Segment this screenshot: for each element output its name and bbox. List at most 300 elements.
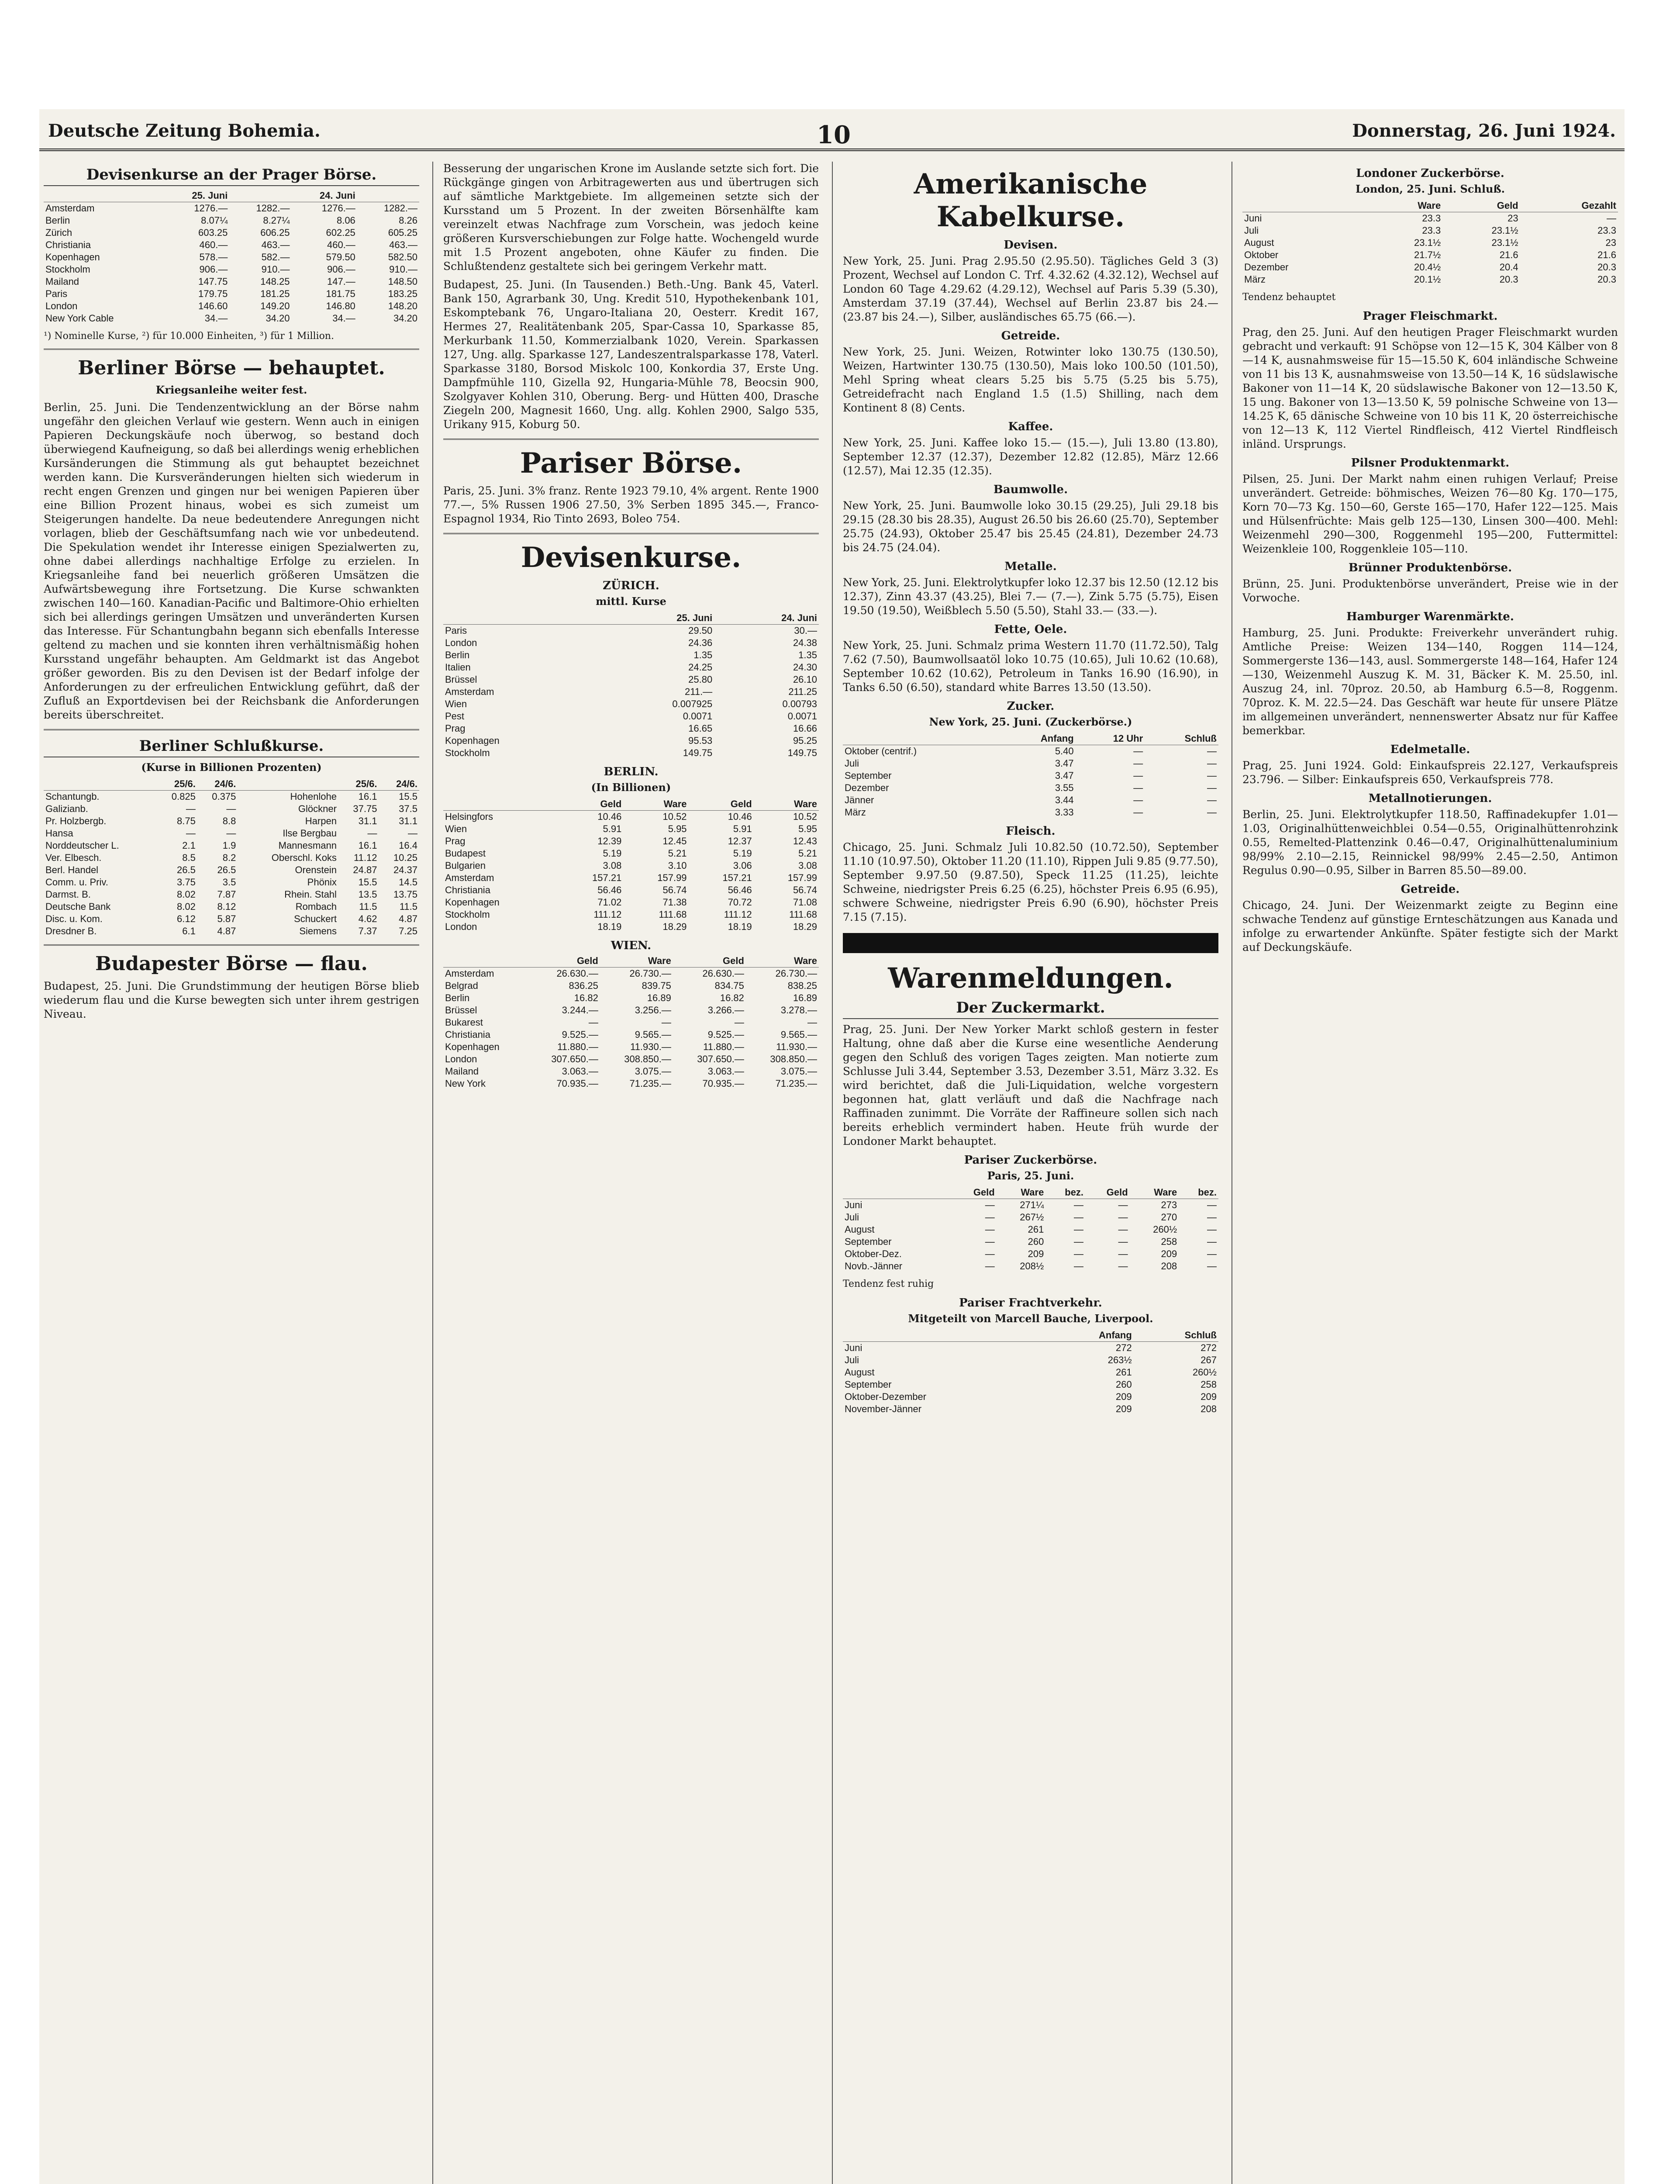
london-tendenz: Tendenz behauptet: [1242, 292, 1336, 303]
row-value: Rhein. Stahl: [284, 889, 337, 900]
row-value: 37.75: [353, 803, 377, 814]
berlin-label: BERLIN.: [604, 765, 659, 778]
row-value: 578.—: [199, 252, 228, 263]
row-value: 13.75: [393, 889, 417, 900]
row-value: Oberschl. Koks: [271, 852, 337, 863]
row-value: 5.95: [668, 823, 687, 834]
table-row: [44, 276, 419, 288]
row-value: 24.37: [393, 864, 417, 875]
table-header: 24. Juni: [714, 612, 819, 625]
table-row: [44, 202, 419, 215]
table-header: [1242, 200, 1365, 212]
table-row: [843, 782, 1218, 794]
table-header: [229, 190, 291, 202]
row-value: 34.—: [204, 313, 228, 324]
table-row: [44, 300, 419, 312]
row-value: 3.75: [177, 877, 196, 888]
row-label: Amsterdam: [445, 968, 494, 979]
hamburg-heading: Hamburger Warenmärkte.: [1346, 610, 1514, 623]
row-value: 147.75: [198, 276, 228, 287]
london-zucker-heading: Londoner Zuckerbörse.: [1356, 167, 1504, 180]
fleisch-label: Fleisch.: [1006, 825, 1056, 838]
row-value: 11.880.—: [703, 1041, 744, 1052]
row-value: —: [1207, 1236, 1217, 1247]
row-value: 582.50: [388, 252, 417, 263]
table-header: 25. Juni: [164, 190, 229, 202]
row-label: August: [845, 1224, 875, 1235]
table-row: [843, 1248, 1218, 1260]
table-row: [843, 1236, 1218, 1248]
row-value: 258: [1200, 1379, 1217, 1390]
table-row: [443, 896, 819, 909]
row-value: 906.—: [327, 264, 355, 275]
row-value: 839.75: [642, 980, 671, 991]
row-value: 272: [1116, 1342, 1132, 1353]
table-row: [443, 625, 819, 637]
row-value: 21.7½: [1414, 249, 1441, 260]
edelmetalle-text: Prag, 25. Juni 1924. Gold: Einkaufspreis 22.127, Verkaufspreis 23.796. — Silber: Einkaufspreis 650, Verkaufspreis 778.: [1242, 759, 1618, 786]
pariser-boerse-heading: Pariser Börse.: [520, 447, 742, 480]
row-value: 10.52: [793, 811, 817, 822]
row-value: 209: [1161, 1248, 1177, 1259]
row-label: Bukarest: [445, 1017, 483, 1028]
row-value: 11.5: [399, 901, 417, 912]
row-value: 70.72: [728, 897, 752, 908]
row-value: 15.5: [358, 877, 377, 888]
table-row: [443, 710, 819, 722]
zucker-label: Zucker.: [1007, 700, 1055, 713]
table-body: [443, 625, 819, 760]
table-row: [44, 815, 419, 827]
row-value: 149.75: [683, 747, 713, 758]
table-row: [44, 312, 419, 325]
row-value: —: [1074, 1199, 1084, 1210]
row-value: 0.007925: [672, 698, 713, 709]
row-value: 157.99: [657, 872, 687, 883]
berlin-schluss-table: [44, 778, 419, 937]
row-value: 10.52: [662, 811, 687, 822]
table-row: [843, 806, 1218, 819]
london-zucker-table: [1242, 200, 1618, 286]
masthead-date: Donnerstag, 26. Juni 1924.: [1352, 121, 1616, 141]
row-value: 56.46: [728, 885, 752, 895]
fleischmarkt-text: Prag, den 25. Juni. Auf den heutigen Prager Fleischmarkt wurden gebracht und verkauft: 91 Schöpse von 12—15 K, 304 Kälber von 8—14 K, ausnahmsweise für 15—15.50 K, 604 inländische Schweine von 11 bis 13 K, ausnahmsweise von 13.50—14 K, 16 südslawische Bakoner von 11—14 K, 20 südslawische Bakoner von 12—13.50 K, 15 ung. Bakoner von 13—13.50 K, 59 polnische Schweine von 13—14.25 K, 65 dänische Schweine von 10 bis 11 K, 20 österreichische von 12—13 K, 112 Viertel Rindfleisch, 412 Viertel Rindfleisch inländ. Ursprungs.: [1242, 326, 1618, 450]
row-label: Amsterdam: [445, 686, 494, 697]
fracht-subheading: Mitgeteilt von Marcell Bauche, Liverpool.: [908, 1312, 1153, 1325]
row-value: 3.33: [1055, 807, 1074, 818]
table-header: bez.: [1179, 1186, 1218, 1199]
row-label: Deutsche Bank: [45, 901, 111, 912]
row-label: Brüssel: [445, 674, 477, 685]
zuckermarkt-text: Prag, 25. Juni. Der New Yorker Markt schloß gestern in fester Haltung, ohne daß aber die Kurse eine wesentliche Aenderung gegen den Schluß des vorigen Tages zeigten. Man notierte zum Schlusse Juli 3.44, September 3.53, Dezember 3.51, März 3.32. Es wird berichtet, daß die Juli-Liquidation, welche vorgestern begonnen hat, glatt verläuft und daß die Nachfrage nach Raffinaden zunimmt. Die Vorräte der Raffineure sollen sich nach bereits erheblich vermindert haben. Heute früh wurde der Londoner Markt behauptet.: [843, 1023, 1218, 1147]
row-value: 26.730.—: [629, 968, 671, 979]
kaffee-label: Kaffee.: [1008, 420, 1053, 433]
row-value: 260½: [1192, 1367, 1217, 1378]
table-row: [843, 1354, 1218, 1366]
row-label: New York Cable: [45, 313, 114, 324]
berlin-devisen-table: [443, 798, 819, 933]
row-value: 460.—: [199, 239, 228, 250]
devisenkurse-heading: Devisenkurse.: [521, 541, 742, 574]
row-value: 11.12: [354, 852, 377, 863]
row-value: 0.0071: [787, 711, 817, 722]
row-value: 71.08: [793, 897, 817, 908]
zurich-table: [443, 612, 819, 759]
table-header-row: [443, 955, 819, 968]
table-row: [44, 239, 419, 251]
row-value: 463.—: [261, 239, 290, 250]
row-value: 8.5: [182, 852, 196, 863]
row-value: 149.75: [787, 747, 817, 758]
row-label: Juli: [845, 1212, 859, 1223]
row-value: 2.1: [182, 840, 196, 851]
row-label: Oktober (centrif.): [845, 746, 917, 757]
table-row: [1242, 225, 1618, 237]
table-header: [44, 190, 164, 202]
table-row: [1242, 212, 1618, 225]
row-value: —: [186, 803, 196, 814]
row-label: Christiania: [445, 1029, 490, 1040]
row-value: 8.27¼: [263, 215, 290, 226]
zuckermarkt-heading: Der Zuckermarkt.: [843, 999, 1218, 1019]
pilsen-text: Pilsen, 25. Juni. Der Markt nahm einen ruhigen Verlauf; Preise unverändert. Getreide: böhmisches, Weizen 76—80 Kg. 170—175, Korn 70—73 Kg. 150—60, Gerste 165—170, Hafer 122—125. Mais und Hülsenfrüchte: Mais gelb 125—130, Linsen 300—400. Mehl: Weizenmehl 290—300, Roggenmehl 195—200, Futtermittel: Weizenkleie 100, Roggenkleie 105—110.: [1242, 473, 1618, 555]
table-row: [44, 913, 419, 925]
row-label: Bulgarien: [445, 860, 486, 871]
row-value: 211.25: [788, 686, 817, 697]
row-label: Wien: [445, 698, 467, 709]
row-value: 208: [1161, 1261, 1177, 1272]
row-value: 906.—: [199, 264, 228, 275]
row-value: 146.60: [198, 301, 228, 311]
row-value: 23.3: [1422, 213, 1441, 224]
table-row: [443, 649, 819, 661]
row-label: Darmst. B.: [45, 889, 91, 900]
column-4: [1242, 162, 1618, 2184]
row-label: New York: [445, 1078, 486, 1089]
table-row: [443, 811, 819, 823]
row-value: 3.256.—: [635, 1005, 671, 1016]
row-value: 71.38: [662, 897, 687, 908]
table-row: [443, 823, 819, 835]
row-value: 5.21: [668, 848, 687, 859]
row-value: 273: [1161, 1199, 1177, 1210]
row-value: Hohenlohe: [290, 791, 337, 802]
table-header: Ware: [997, 1186, 1046, 1199]
table-body: [44, 791, 419, 938]
row-value: —: [1133, 782, 1143, 793]
row-label: Kopenhagen: [45, 252, 100, 263]
row-value: 10.46: [728, 811, 752, 822]
table-row: [843, 1260, 1218, 1272]
table-row: [44, 840, 419, 852]
berlin-schluss-subheading: (Kurse in Billionen Prozenten): [141, 761, 322, 774]
table-header-row: [443, 798, 819, 811]
row-value: 5.19: [603, 848, 622, 859]
getreide-label: Getreide.: [1001, 329, 1060, 342]
row-label: Zürich: [45, 227, 72, 238]
berlin-boerse-text: Berlin, 25. Juni. Die Tendenzentwicklung an der Börse nahm ungefähr den gleichen Verlauf wie gestern. Wenn auch in einigen Papieren Deckungskäufe noch überwog, so bestand doch überwiegend Kaufneigung, so daß bei allerdings wenig erheblichen Kursänderungen die Stimmung als gut behauptet bezeichnet werden kann. Die Kursveränderungen hielten sich wiederum in recht engen Grenzen und gingen nur bei wenigen Papieren über eine Billion Prozent hinaus, wobei es sich zumeist um Steigerungen handelte. Da neue bedeutendere Anregungen nicht vorlagen, blieb der Geschäftsumfang nach wie vor unbedeutend. Die Spekulation wendet ihr Interesse einigen Spezialwerten zu, ohne dabei allerdings nachhaltige Erfolge zu erzielen. In Kriegsanleihe fand bei neuerlich größeren Umsätzen die Aufwärtsbewegung ihre Fortsetzung. Die Kurse schwankten zwischen 140—160. Kanadian-Pacific und Baltimore-Ohio erhielten sich bei allerdings geringen Umsätzen und unveränderten Kursen das Interesse. Für Schantungbahn begann sich ebenfalls Interesse geltend zu machen und sie konnten ihren verhältnismäßig hohen Kursstand ungefähr behaupten. Am Geldmarkt ist das Angebot größer geworden. Bis zu den Devisen ist der Bedarf infolge der Anforderungen zu der erfreulichen Entwicklung geführt, daß der Zufluß an Exportdevisen bei der Reichsbank die Anforderungen bereits überschreitet.: [44, 401, 419, 721]
row-label: Norddeutscher L.: [45, 840, 119, 851]
row-value: 7.87: [217, 889, 236, 900]
column-1: [44, 162, 419, 2184]
row-value: 34.—: [332, 313, 355, 324]
row-value: 3.075.—: [780, 1066, 817, 1077]
row-label: Italien: [445, 662, 471, 673]
table-header: Geld: [1442, 200, 1520, 212]
row-value: —: [1207, 1248, 1217, 1259]
table-header: Ware: [746, 955, 819, 968]
row-value: 5.87: [217, 913, 236, 924]
row-value: 8.02: [177, 889, 196, 900]
row-value: 6.1: [182, 926, 196, 936]
fleischmarkt-heading: Prager Fleischmarkt.: [1363, 310, 1498, 323]
row-value: —: [1118, 1199, 1128, 1210]
divider: [44, 944, 419, 946]
table-header: 25. Juni: [598, 612, 714, 625]
row-value: 16.1: [358, 791, 377, 802]
row-value: 307.650.—: [551, 1054, 598, 1064]
row-label: Hansa: [45, 828, 73, 839]
zurich-label: ZÜRICH.: [603, 579, 659, 592]
row-value: 31.1: [358, 816, 377, 826]
table-header: Geld: [527, 955, 600, 968]
row-value: 8.26: [399, 215, 417, 226]
row-value: 56.46: [597, 885, 622, 895]
row-value: 15.5: [399, 791, 417, 802]
table-header: 25/6.: [338, 778, 379, 791]
row-value: —: [1133, 770, 1143, 781]
fracht-table: [843, 1329, 1218, 1415]
row-value: 3.06: [733, 860, 752, 871]
table-row: [44, 876, 419, 888]
table-header-row: [843, 1329, 1218, 1342]
row-value: 6.12: [177, 913, 196, 924]
row-value: 24.30: [793, 662, 817, 673]
row-value: 460.—: [327, 239, 355, 250]
row-label: London: [445, 637, 477, 648]
row-label: Stockholm: [45, 264, 90, 275]
getreide-text: New York, 25. Juni. Weizen, Rotwinter loko 130.75 (130.50), Weizen, Hartwinter 130.75 (130.50), Mais loko 100.50 (101.50), Mehl Spring wheat clears 5.25 bis 5.75 (5.25 bis 5.75), Getreidefracht nach England 1.5 (1.5) Shilling, nach dem Kontinent 8 (8) Cents.: [843, 346, 1218, 414]
row-value: 18.29: [662, 921, 687, 932]
row-value: 24.25: [688, 662, 713, 673]
budapest-kurse-text: Budapest, 25. Juni. (In Tausenden.) Beth.-Ung. Bank 45, Vaterl. Bank 150, Agrarbank 30, Ung. Kredit 510, Hypothekenbank 101, Eskomptebank 76, Ungaro-Italiana 20, Oesterr. Kredit 167, Hermes 27, Realitätenbank 205, Spar-Cassa 10, Sparkasse 85, Merkurbank 11.50, Kommerzialbank 1020, Verein. Sparkassen 127, Ung. allg. Sparkasse 127, Landeszentralsparkasse 178, Vaterl. Sparkasse 3180, Borsod Miskolc 100, Konkordia 37, Erste Ung. Dampfmühle 110, Gizella 92, Hungaria-Mühle 78, Beocsin 900, Szolgyaver Kohlen 310, Oberung. Berg- und Hütten 400, Drasche Ziegeln 200, Magnesit 1660, Ung. allg. Kohlen 2900, Salgo 535, Urikany 915, Koburg 50.: [443, 278, 819, 431]
london-zucker-label: London, 25. Juni. Schluß.: [1355, 183, 1505, 195]
table-row: [44, 852, 419, 864]
row-value: 18.19: [597, 921, 622, 932]
row-label: Budapest: [445, 848, 486, 859]
table-header-row: [1242, 200, 1618, 212]
row-value: 20.3: [1499, 274, 1518, 285]
table-header: [843, 733, 1000, 745]
row-value: —: [985, 1212, 995, 1223]
table-row: [443, 698, 819, 710]
row-label: Christiania: [445, 885, 490, 895]
table-row: [443, 722, 819, 735]
row-value: 11.880.—: [557, 1041, 598, 1052]
row-value: —: [1133, 746, 1143, 757]
row-label: September: [845, 770, 892, 781]
row-value: 3.08: [798, 860, 817, 871]
row-value: 1282.—: [256, 203, 290, 214]
row-value: —: [985, 1248, 995, 1259]
row-value: 5.91: [733, 823, 752, 834]
column-3: [843, 162, 1218, 2184]
bruenn-text: Brünn, 25. Juni. Produktenbörse unverändert, Preise wie in der Vorwoche.: [1242, 577, 1618, 604]
row-value: 8.75: [177, 816, 196, 826]
table-header: Anfang: [1046, 1329, 1134, 1342]
fleisch-text: Chicago, 25. Juni. Schmalz Juli 10.82.50 (10.72.50), September 11.10 (10.97.50), Oktober 11.20 (11.10), Rippen Juli 9.85 (9.77.50), September 9.97.50 (9.87.50), Speck 11.25 (11.25), leichte Schweine, niedrigster Preis 6.25 (6.25), höchster Preis 6.95 (6.95), schwere Schweine, niedrigster Preis 6.90 (6.90), höchster Preis 7.15 (7.15).: [843, 841, 1218, 923]
table-row: [443, 835, 819, 847]
table-header: Geld: [673, 955, 746, 968]
pilsen-heading: Pilsner Produktenmarkt.: [1351, 456, 1510, 470]
divider: [44, 729, 419, 730]
row-value: 13.5: [358, 889, 377, 900]
table-header-row: [44, 778, 419, 791]
row-value: 56.74: [793, 885, 817, 895]
table-header: [843, 1186, 952, 1199]
table-header: Anfang: [1000, 733, 1076, 745]
row-value: 9.565.—: [635, 1029, 671, 1040]
table-row: [843, 745, 1218, 758]
row-value: —: [1133, 795, 1143, 805]
row-value: 4.87: [217, 926, 236, 936]
row-value: —: [1207, 1212, 1217, 1223]
row-value: 20.4½: [1414, 262, 1441, 273]
table-header-row: [843, 733, 1218, 745]
row-value: 209: [1028, 1248, 1044, 1259]
table-row: [843, 1366, 1218, 1379]
row-value: Glöckner: [298, 803, 337, 814]
row-value: 3.55: [1055, 782, 1074, 793]
paris-tendenz: Tendenz fest ruhig: [843, 1279, 934, 1289]
row-value: 12.45: [662, 836, 687, 847]
row-value: 270: [1161, 1212, 1177, 1223]
row-value: 34.20: [393, 313, 417, 324]
devisen-label: Devisen.: [1004, 238, 1058, 252]
table-header: [443, 612, 598, 625]
row-value: Siemens: [299, 926, 337, 936]
row-value: —: [1074, 1248, 1084, 1259]
page-number: 10: [817, 121, 851, 149]
row-value: 579.50: [326, 252, 355, 263]
table-row: [843, 1211, 1218, 1223]
row-value: 260½: [1153, 1224, 1177, 1235]
row-value: 8.12: [217, 901, 236, 912]
row-label: Oktober-Dez.: [845, 1248, 902, 1259]
table-row: [443, 847, 819, 860]
row-label: Jänner: [845, 795, 874, 805]
table-body: [843, 745, 1218, 819]
row-value: —: [588, 1017, 598, 1028]
row-value: 26.5: [217, 864, 236, 875]
row-value: 16.82: [574, 992, 598, 1003]
row-value: 3.47: [1055, 770, 1074, 781]
row-value: 56.74: [662, 885, 687, 895]
row-value: 21.6: [1499, 249, 1518, 260]
fette-label: Fette, Oele.: [994, 623, 1067, 636]
table-body: [44, 202, 419, 325]
row-value: 463.—: [389, 239, 417, 250]
table-row: [443, 1016, 819, 1029]
row-label: Stockholm: [445, 909, 490, 920]
table-header: [443, 955, 527, 968]
row-value: —: [1074, 1236, 1084, 1247]
row-value: 209: [1116, 1403, 1132, 1414]
table-row: [843, 1342, 1218, 1355]
table-header: 25/6.: [157, 778, 197, 791]
row-value: 260: [1028, 1236, 1044, 1247]
table-row: [1242, 249, 1618, 261]
table-header: Geld: [1085, 1186, 1130, 1199]
row-value: 3.44: [1055, 795, 1074, 805]
table-row: [44, 901, 419, 913]
berlin-schluss-heading: Berliner Schlußkurse.: [44, 737, 419, 757]
table-header: Ware: [754, 798, 819, 811]
table-row: [843, 770, 1218, 782]
row-value: 8.06: [336, 215, 355, 226]
table-row: [44, 803, 419, 815]
row-label: September: [845, 1379, 892, 1390]
row-value: 111.12: [593, 909, 622, 920]
row-value: 9.525.—: [707, 1029, 744, 1040]
row-label: Ver. Elbesch.: [45, 852, 102, 863]
row-value: —: [1207, 782, 1217, 793]
row-value: 24.38: [793, 637, 817, 648]
row-label: Dezember: [1244, 262, 1289, 273]
row-label: Amsterdam: [445, 872, 494, 883]
table-header: [443, 798, 558, 811]
zuckerboerse-title: New York, 25. Juni. (Zuckerbörse.): [929, 715, 1132, 728]
fette-text: New York, 25. Juni. Schmalz prima Western 11.70 (11.72.50), Talg 7.62 (7.50), Baumwollsaatöl loko 10.75 (10.65), Juli 10.62 (10.68), September 10.62 (10.62), Petroleum in Tanks 16.90 (16.90), in Tanks 6.50 (6.50), standard white Barres 13.50 (13.50).: [843, 639, 1218, 694]
row-label: Berl. Handel: [45, 864, 99, 875]
row-value: 8.2: [222, 852, 236, 863]
table-body: [843, 1342, 1218, 1416]
table-row: [443, 661, 819, 674]
row-value: 37.5: [399, 803, 417, 814]
row-value: 23: [1508, 213, 1518, 224]
row-value: 10.25: [393, 852, 417, 863]
hamburg-text: Hamburg, 25. Juni. Produkte: Freiverkehr unverändert ruhig. Amtliche Preise: Weizen 134—140, Roggen 114—124, Sommergerste 136—143, ausl. Sommergerste 148—164, Hafer 124—130, Weizenmehl Auszug K. M. 31, Bäcker K. M. 25.50, inl. Auszug 24, inl. 70proz. 20.50, ab Hamburg 6.5—8, Roggenm. 70proz. K. M. 22.5—24. Das Geschäft war heute für unsere Plätze im allgemeinen unverändert, nennenswerter Absatz nur für Kaffee bemerkbar.: [1242, 626, 1618, 737]
row-value: —: [1207, 1199, 1217, 1210]
row-value: 1.9: [222, 840, 236, 851]
row-value: 5.91: [603, 823, 622, 834]
row-value: 23.1½: [1414, 237, 1441, 248]
row-value: 20.3: [1597, 274, 1616, 285]
table-header: Geld: [689, 798, 754, 811]
row-value: —: [1207, 1261, 1217, 1272]
row-value: 1282.—: [383, 203, 417, 214]
row-value: 181.75: [326, 288, 355, 299]
row-value: 16.89: [647, 992, 671, 1003]
table-row: [843, 1403, 1218, 1415]
row-label: Brüssel: [445, 1005, 477, 1016]
row-value: 26.5: [177, 864, 196, 875]
row-value: 111.68: [659, 909, 687, 920]
table-row: [44, 263, 419, 276]
row-label: Dresdner B.: [45, 926, 97, 936]
row-value: 179.75: [198, 288, 228, 299]
table-body: [443, 968, 819, 1090]
row-value: —: [1074, 1261, 1084, 1272]
row-value: 1.35: [798, 650, 817, 660]
row-value: 12.37: [728, 836, 752, 847]
row-value: 71.235.—: [629, 1078, 671, 1089]
row-label: Oktober: [1244, 249, 1279, 260]
row-value: 11.930.—: [630, 1041, 671, 1052]
row-label: Mailand: [445, 1066, 479, 1077]
wien-devisen-table: [443, 955, 819, 1090]
table-header-row: [843, 1186, 1218, 1199]
